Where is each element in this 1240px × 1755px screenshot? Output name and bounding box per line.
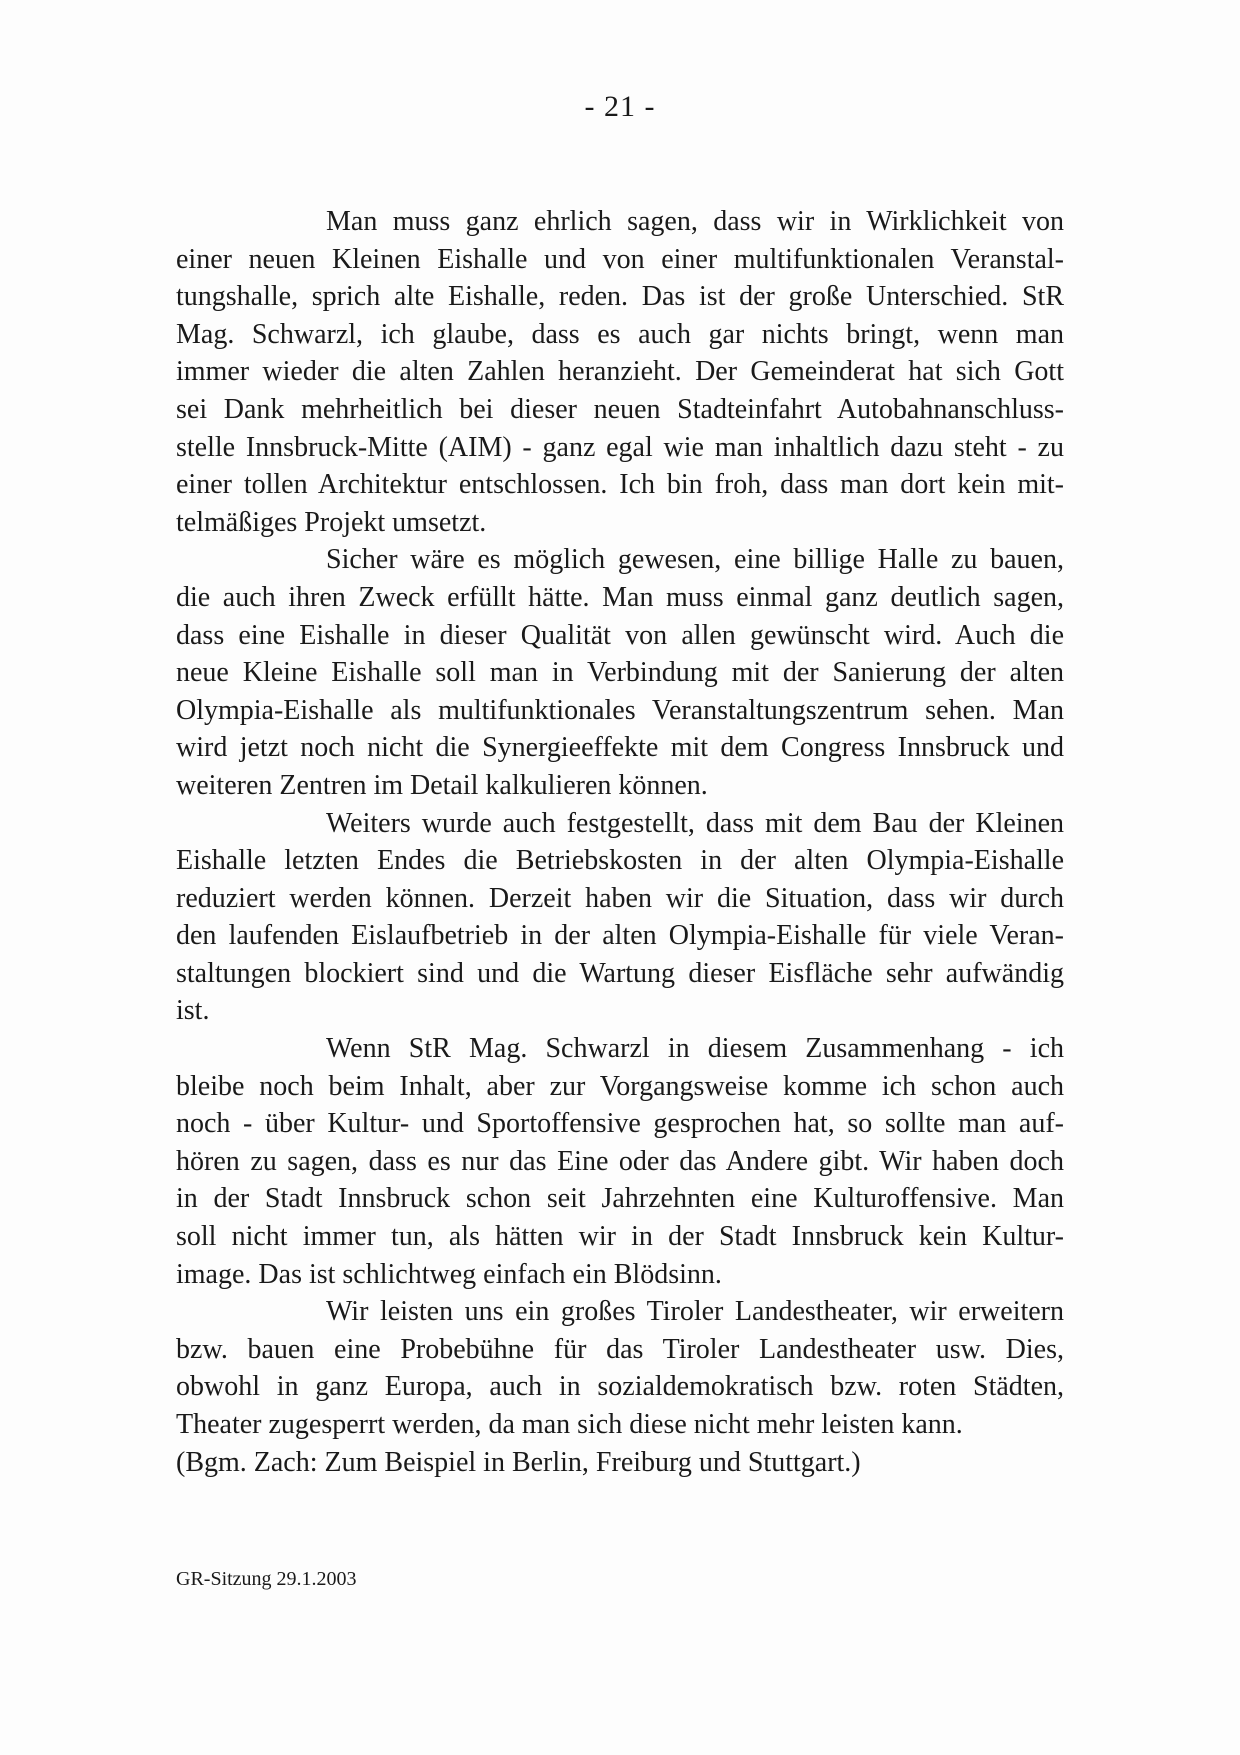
text-line: obwohl in ganz Europa, auch in sozialdemokratisch bzw. roten Städten, — [176, 1371, 1064, 1403]
text-line: telmäßiges Projekt umsetzt. — [176, 506, 487, 538]
text-line: die auch ihren Zweck erfüllt hätte. Man muss einmal ganz deutlich sagen, — [176, 581, 1064, 613]
text-line: staltungen blockiert sind und die Wartung dieser Eisfläche sehr aufwändig — [176, 957, 1064, 989]
text-line: image. Das ist schlichtweg einfach ein Blödsinn. — [176, 1258, 722, 1290]
text-line: bleibe noch beim Inhalt, aber zur Vorgangsweise komme ich schon auch — [176, 1070, 1064, 1102]
text-line: Man muss ganz ehrlich sagen, dass wir in Wirklichkeit von — [326, 206, 1064, 237]
text-line: den laufenden Eislaufbetrieb in der alten Olympia-Eishalle für viele Veran- — [176, 920, 1064, 952]
footer-text: GR-Sitzung 29.1.2003 — [176, 1568, 357, 1590]
text-line: Weiters wurde auch festgestellt, dass mit dem Bau der Kleinen — [326, 807, 1064, 839]
text-line: in der Stadt Innsbruck schon seit Jahrzehnten eine Kulturoffensive. Man — [176, 1183, 1064, 1215]
text-line: (Bgm. Zach: Zum Beispiel in Berlin, Freiburg und Stuttgart.) — [176, 1446, 861, 1478]
text-line: Theater zugesperrt werden, da man sich diese nicht mehr leisten kann. — [176, 1409, 963, 1440]
text-line: Sicher wäre es möglich gewesen, eine billige Halle zu bauen, — [326, 544, 1064, 576]
text-line: sei Dank mehrheitlich bei dieser neuen Stadteinfahrt Autobahnanschluss- — [176, 393, 1064, 425]
document-body — [176, 203, 1064, 1481]
text-line: bzw. bauen eine Probebühne für das Tiroler Landestheater usw. Dies, — [176, 1333, 1064, 1365]
text-line: einer neuen Kleinen Eishalle und von einer multifunktionalen Veranstal- — [176, 243, 1064, 275]
text-line: wird jetzt noch nicht die Synergieeffekte mit dem Congress Innsbruck und — [176, 732, 1064, 764]
page-number: - 21 - — [584, 90, 656, 123]
text-line: dass eine Eishalle in dieser Qualität von allen gewünscht wird. Auch die — [176, 619, 1064, 651]
text-line: tungshalle, sprich alte Eishalle, reden. Das ist der große Unterschied. StR — [176, 281, 1064, 313]
text-line: noch - über Kultur- und Sportoffensive gesprochen hat, so sollte man auf- — [176, 1108, 1064, 1140]
text-line: immer wieder die alten Zahlen heranzieht. Der Gemeinderat hat sich Gott — [176, 356, 1064, 388]
text-line: stelle Innsbruck-Mitte (AIM) - ganz egal wie man inhaltlich dazu steht - zu — [176, 431, 1064, 463]
text-line: Mag. Schwarzl, ich glaube, dass es auch gar nichts bringt, wenn man — [176, 318, 1064, 350]
text-line: weiteren Zentren im Detail kalkulieren können. — [176, 769, 708, 801]
text-line: Eishalle letzten Endes die Betriebskosten in der alten Olympia-Eishalle — [176, 845, 1064, 877]
text-line: Olympia-Eishalle als multifunktionales Veranstaltungszentrum sehen. Man — [176, 694, 1064, 726]
text-line: neue Kleine Eishalle soll man in Verbindung mit der Sanierung der alten — [176, 657, 1064, 689]
text-line: reduziert werden können. Derzeit haben wir die Situation, dass wir durch — [176, 882, 1064, 914]
text-line: ist. — [176, 995, 210, 1027]
text-line: einer tollen Architektur entschlossen. Ich bin froh, dass man dort kein mit- — [176, 469, 1064, 501]
text-line: Wir leisten uns ein großes Tiroler Landestheater, wir erweitern — [326, 1296, 1064, 1328]
text-line: hören zu sagen, dass es nur das Eine oder das Andere gibt. Wir haben doch — [176, 1145, 1064, 1177]
text-line: Wenn StR Mag. Schwarzl in diesem Zusammenhang - ich — [326, 1033, 1064, 1065]
text-line: soll nicht immer tun, als hätten wir in der Stadt Innsbruck kein Kultur- — [176, 1221, 1064, 1253]
